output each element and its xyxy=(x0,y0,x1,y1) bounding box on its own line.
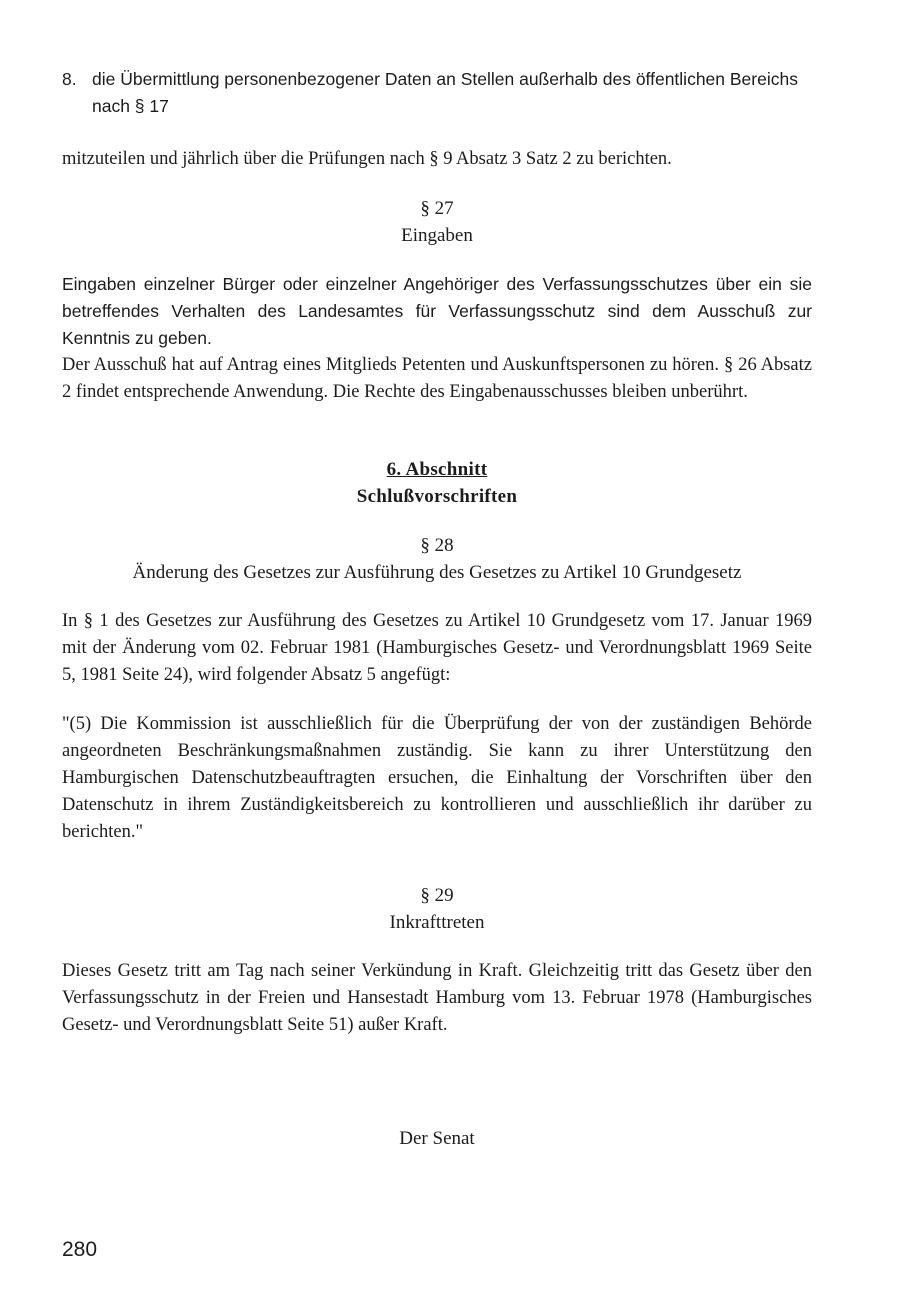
paragraph-28-body: In § 1 des Gesetzes zur Ausführung des Gesetzes zu Artikel 10 Grundgesetz vom 17. Januar 1969 mit der Änderung vom 02. Februar 1981 (Hamburgisches Gesetz- und Verordnungsblatt 1969 Seite 5, 1981 Seite 24), wird folgender Absatz 5 angefügt: xyxy=(62,611,812,685)
paragraph-27-body-part2: Der Ausschuß hat auf Antrag eines Mitglieds Petenten und Auskunftspersonen zu hören. § 26 Absatz 2 findet entsprechende Anwendung. Die Rechte des Eingabenausschusses bleiben unberührt. xyxy=(62,355,812,402)
page-number: 280 xyxy=(62,1238,98,1261)
document-page xyxy=(62,66,812,1152)
paragraph-27-body-part1: Eingaben einzelner Bürger oder einzelner Angehöriger des Verfassungsschutzes über ein sie betreffendes Verhalten des Landesamtes für Verfassungsschutz sind dem Ausschuß zur Kenntnis zu geben. xyxy=(62,274,812,348)
paragraph-29-body: Dieses Gesetz tritt am Tag nach seiner Verkündung in Kraft. Gleichzeitig tritt das Gesetz über den Verfassungsschutz in der Freien und Hansestadt Hamburg vom 13. Februar 1978 (Hamburgisches Gesetz- und Verordnungsblatt Seite 51) außer Kraft. xyxy=(62,961,812,1035)
paragraph-28-title: Änderung des Gesetzes zur Ausführung des Gesetzes zu Artikel 10 Grundgesetz xyxy=(132,562,742,583)
list-item-8 xyxy=(62,66,812,120)
paragraph-28-quote: "(5) Die Kommission ist ausschließlich für die Überprüfung der von der zuständigen Behörde angeordneten Beschränkungsmaßnahmen zuständig. Sie kann zu ihrer Unterstützung den Hamburgischen Datenschutzbeauftragten ersuchen, die Einhaltung der Vorschriften über den Datenschutz in ihrem Zuständigkeitsbereich zu kontrollieren und ausschließlich ihr darüber zu berichten." xyxy=(62,714,812,842)
section-6-label: 6. Abschnitt xyxy=(386,459,488,480)
section-6-title: Schlußvorschriften xyxy=(356,486,518,507)
paragraph-27-number: § 27 xyxy=(420,198,454,219)
item-text: die Übermittlung personenbezogener Daten an Stellen außerhalb des öffentlichen Bereichs nach § 17 xyxy=(92,69,798,116)
paragraph-29-title: Inkrafttreten xyxy=(389,912,485,933)
reporting-sentence: mitzuteilen und jährlich über die Prüfungen nach § 9 Absatz 3 Satz 2 zu berichten. xyxy=(62,149,672,169)
item-number: 8. xyxy=(62,69,77,89)
signature: Der Senat xyxy=(399,1128,475,1149)
paragraph-29-number: § 29 xyxy=(420,885,454,906)
paragraph-27-title: Eingaben xyxy=(401,225,473,246)
paragraph-28-number: § 28 xyxy=(420,535,454,556)
